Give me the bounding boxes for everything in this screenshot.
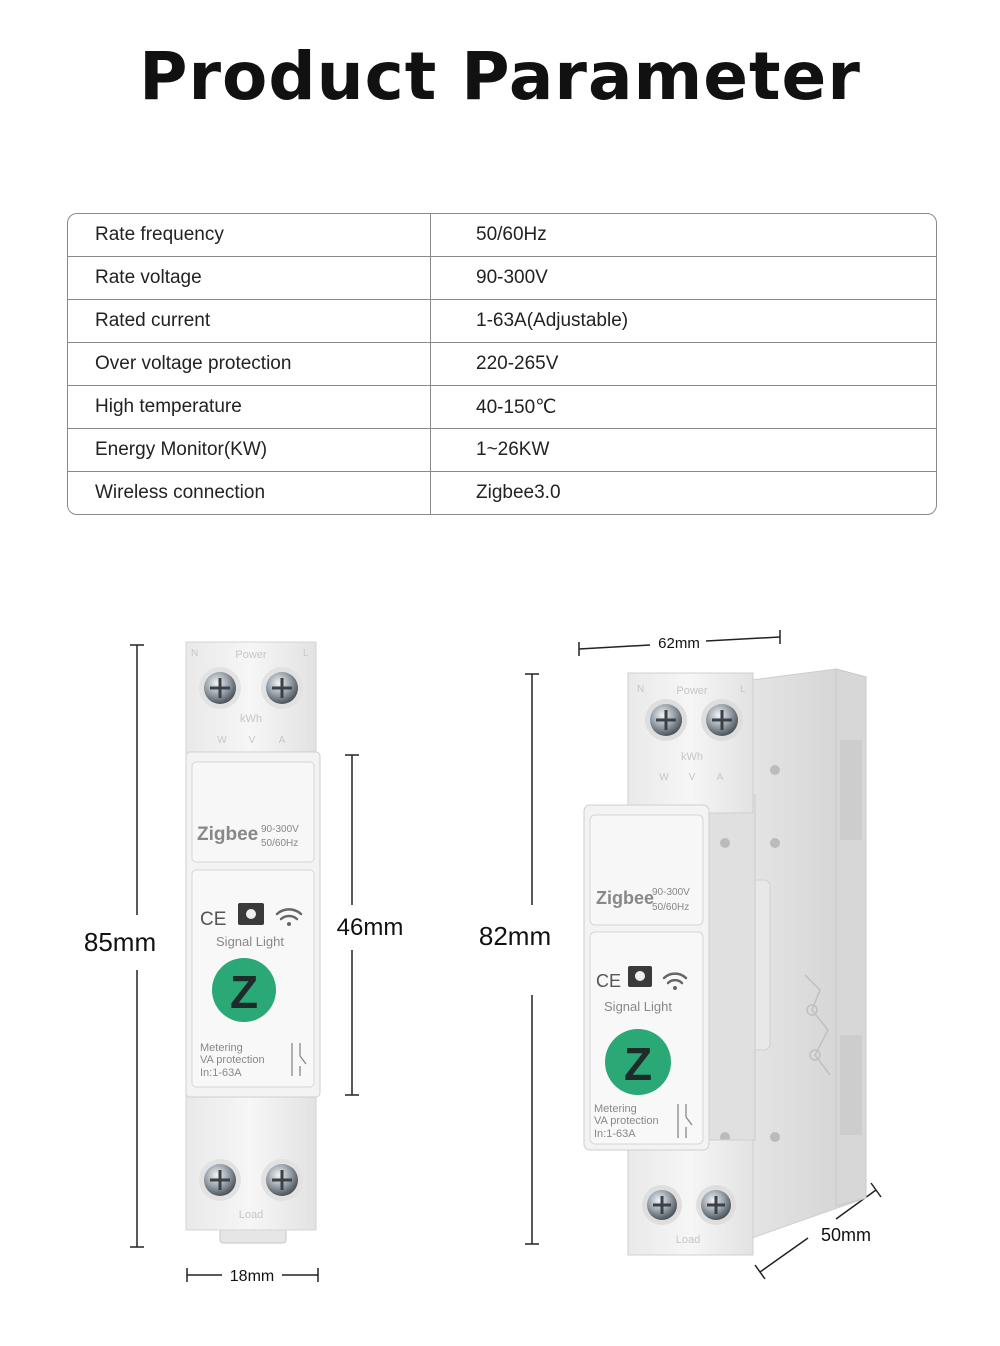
zigbee-logo-button bbox=[605, 1029, 671, 1095]
signal-light-label-side: Signal Light bbox=[604, 999, 672, 1014]
side-device bbox=[584, 669, 866, 1255]
screw-icon bbox=[199, 1159, 241, 1201]
side-height-dimension bbox=[525, 674, 539, 1244]
spec-label: Over voltage protection bbox=[68, 343, 431, 385]
frequency-label-side: 50/60Hz bbox=[652, 902, 690, 913]
n-label-side: N bbox=[637, 684, 645, 695]
metering-label: Metering bbox=[200, 1042, 243, 1054]
spec-value: 40-150℃ bbox=[476, 396, 557, 418]
voltage-label: 90-300V bbox=[261, 824, 299, 835]
va-protection-label-side: VA protection bbox=[594, 1115, 659, 1127]
screw-icon bbox=[701, 699, 743, 741]
spec-value: 50/60Hz bbox=[476, 224, 547, 245]
spec-value: Zigbee3.0 bbox=[476, 482, 561, 503]
screw-icon bbox=[261, 1159, 303, 1201]
screw-icon bbox=[645, 699, 687, 741]
screw-icon bbox=[199, 667, 241, 709]
kwh-label: kWh bbox=[240, 713, 262, 725]
spec-value: 1-63A(Adjustable) bbox=[476, 310, 629, 331]
side-height-label: 82mm bbox=[478, 921, 552, 951]
load-label-side: Load bbox=[675, 1234, 701, 1246]
screw-icon bbox=[642, 1185, 682, 1225]
front-height-label: 85mm bbox=[83, 927, 157, 957]
current-label: In:1-63A bbox=[200, 1067, 242, 1079]
spec-value: 90-300V bbox=[476, 267, 548, 288]
zigbee-logo-button bbox=[212, 958, 276, 1022]
zigbee-logo-text: Z bbox=[229, 966, 259, 1018]
a-label: A bbox=[278, 735, 286, 746]
led-icon bbox=[628, 966, 652, 987]
va-protection-label: VA protection bbox=[200, 1054, 265, 1066]
frequency-label: 50/60Hz bbox=[261, 838, 299, 849]
load-label: Load bbox=[238, 1209, 264, 1221]
screw-icon bbox=[261, 667, 303, 709]
power-label: Power bbox=[235, 649, 267, 661]
spec-label: Rate voltage bbox=[68, 257, 431, 299]
spec-label: Rate frequency bbox=[68, 214, 431, 256]
screw-icon bbox=[696, 1185, 736, 1225]
w-label: W bbox=[217, 735, 227, 746]
spec-label: Energy Monitor(KW) bbox=[68, 429, 431, 471]
voltage-label-side: 90-300V bbox=[652, 887, 690, 898]
power-label-side: Power bbox=[676, 685, 708, 697]
spec-label: Wireless connection bbox=[68, 472, 431, 514]
front-width-label: 18mm bbox=[229, 1268, 275, 1285]
a-label-side: A bbox=[716, 772, 724, 783]
spec-value: 220-265V bbox=[476, 353, 559, 374]
current-label-side: In:1-63A bbox=[594, 1128, 636, 1140]
n-label: N bbox=[191, 648, 199, 659]
ce-mark-side: CE bbox=[596, 971, 622, 991]
signal-light-label: Signal Light bbox=[216, 934, 284, 949]
front-device bbox=[186, 642, 320, 1243]
module-height-label: 46mm bbox=[336, 914, 404, 941]
spec-value: 1~26KW bbox=[476, 439, 550, 460]
l-label-side: L bbox=[740, 684, 746, 695]
side-depth-label: 62mm bbox=[658, 635, 700, 652]
ce-mark: CE bbox=[200, 909, 227, 930]
v-label-side: V bbox=[688, 772, 696, 783]
kwh-label-side: kWh bbox=[681, 751, 703, 763]
metering-label-side: Metering bbox=[594, 1103, 637, 1115]
page-title: Product Parameter bbox=[139, 38, 861, 115]
brand-label: Zigbee bbox=[197, 824, 259, 845]
v-label: V bbox=[248, 735, 256, 746]
side-length-label: 50mm bbox=[820, 1225, 872, 1245]
w-label-side: W bbox=[659, 772, 669, 783]
led-icon bbox=[238, 903, 264, 925]
zigbee-logo-text-side: Z bbox=[623, 1038, 653, 1090]
spec-label: Rated current bbox=[68, 300, 431, 342]
spec-label: High temperature bbox=[68, 386, 431, 428]
brand-label-side: Zigbee bbox=[596, 888, 655, 908]
l-label: L bbox=[303, 648, 309, 659]
